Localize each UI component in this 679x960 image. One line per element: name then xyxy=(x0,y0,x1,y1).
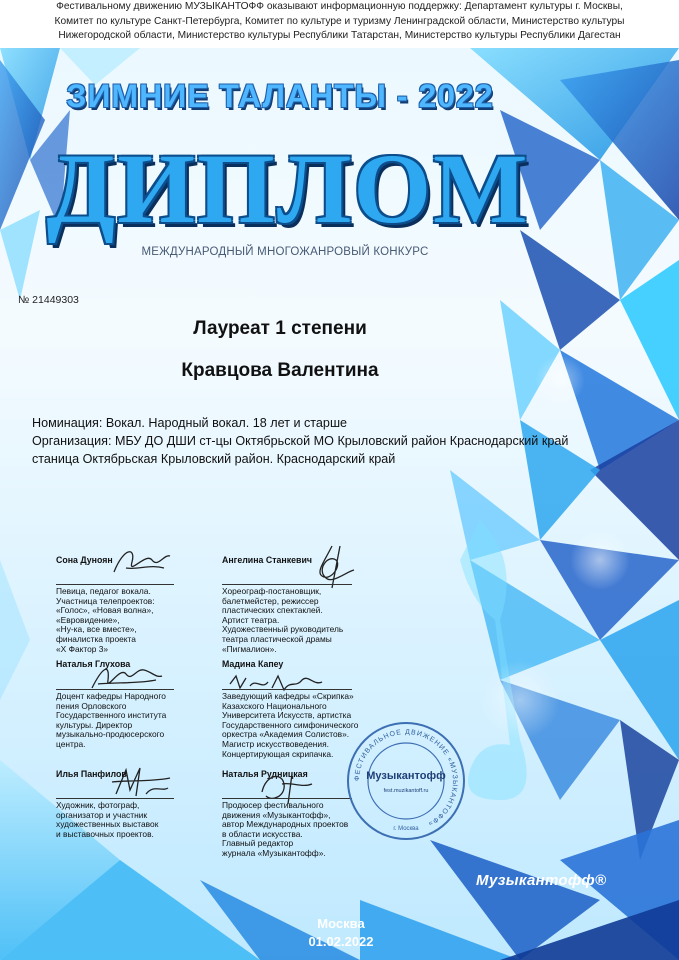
jury-desc-line: музыкально-продюсерского xyxy=(56,729,165,740)
jury-desc-line: Главный редактор xyxy=(222,838,294,849)
jury-desc-line: балетмейстер, режиссер xyxy=(222,595,319,606)
signature-line xyxy=(222,584,352,585)
jury-desc-line: театра пластической драмы xyxy=(222,633,332,644)
jury-desc-line: Казахского Национального xyxy=(222,700,327,711)
seal-city: г. Москва xyxy=(393,826,419,832)
issue-city: Москва xyxy=(317,916,365,931)
signature-line xyxy=(222,798,352,799)
jury-name: Мадина Капеу xyxy=(222,659,284,669)
signature-line xyxy=(56,689,174,690)
jury-desc-line: Концертирующая скрипачка. xyxy=(222,748,334,759)
jury-desc-line: «Голос», «Новая волна», xyxy=(56,605,154,616)
diploma-heading: ДИПЛОМ xyxy=(46,133,530,244)
jury-desc-line: Магистр искусствоведения. xyxy=(222,738,329,749)
signature-line xyxy=(222,689,352,690)
nomination-details xyxy=(32,414,632,468)
seal-center-text: Музыкантофф xyxy=(366,770,446,782)
jury-desc-line: движения «Музыкантофф», xyxy=(222,809,331,820)
festival-seal xyxy=(345,720,467,842)
jury-desc-line: «Х Фактор 3» xyxy=(56,643,109,654)
jury-desc-line: Государственного института xyxy=(56,710,167,721)
jury-member xyxy=(222,659,359,759)
jury-desc-line: Певица, педагог вокала. xyxy=(56,586,151,596)
participant-name: Кравцова Валентина xyxy=(181,360,379,381)
signature-image xyxy=(106,542,176,584)
award-rank: Лауреат 1 степени xyxy=(193,318,367,339)
jury-name: Наталья Рудницкая xyxy=(222,769,308,779)
jury-desc-line: журнала «Музыкантофф». xyxy=(222,847,326,858)
details-line: станица Октябрьская Крыловский район. Краснодарский край xyxy=(32,452,396,466)
jury-desc-line: и выставочных проектов. xyxy=(56,828,154,839)
details-line: Номинация: Вокал. Народный вокал. 18 лет и старше xyxy=(32,416,348,430)
details-line: Организация: МБУ ДО ДШИ ст-цы Октябрьской МО Крыловский район Краснодарский край xyxy=(32,434,569,448)
jury-desc-line: Заведующий кафедры «Скрипка» xyxy=(222,691,354,701)
jury-name: Сона Дуноян xyxy=(56,555,113,565)
jury-desc-line: организатор и участник xyxy=(56,809,148,820)
jury-member xyxy=(222,769,349,858)
jury-desc-line: Хореограф-постановщик, xyxy=(222,586,322,596)
jury-desc-line: Университета Искусств, артистка xyxy=(222,710,352,721)
jury-description xyxy=(56,587,221,654)
jury-desc-line: Артист театра. xyxy=(222,614,280,625)
jury-desc-line: пластических спектаклей. xyxy=(222,605,323,616)
jury-desc-line: Доцент кафедры Народного xyxy=(56,691,166,701)
jury-desc-line: «Евровидение», xyxy=(56,614,120,625)
jury-description xyxy=(56,692,221,750)
jury-desc-line: «Ну-ка, все вместе», xyxy=(56,624,137,635)
jury-desc-line: оркестра «Академия Солистов». xyxy=(222,729,350,740)
jury-name: Ангелина Станкевич xyxy=(222,555,312,565)
signature-line xyxy=(56,584,174,585)
jury-desc-line: культуры. Директор xyxy=(56,719,133,730)
jury-desc-line: «Пигмалион». xyxy=(222,643,277,654)
support-header xyxy=(0,0,679,48)
signature-line xyxy=(56,798,174,799)
jury-desc-line: центра. xyxy=(56,738,86,749)
jury-desc-line: в области искусства. xyxy=(222,828,303,839)
support-line: Нижегородской области, Министерство культуры Республики Татарстан, Министерство культуры Республики Дагестан xyxy=(58,30,621,41)
brand-logo-text: Музыкантофф® xyxy=(476,872,607,889)
jury-desc-line: пения Орловского xyxy=(56,700,127,711)
jury-member xyxy=(56,555,155,654)
jury-description xyxy=(222,587,387,654)
diploma-number: № 21449303 xyxy=(18,294,79,306)
issue-date: 01.02.2022 xyxy=(308,934,374,949)
jury-desc-line: финалистка проекта xyxy=(56,633,136,644)
jury-name: Наталья Глухова xyxy=(56,659,131,669)
jury-desc-line: Продюсер фестивального xyxy=(222,800,324,810)
jury-name: Илья Панфилов xyxy=(56,769,127,779)
jury-member xyxy=(56,769,159,839)
contest-subtitle: МЕЖДУНАРОДНЫЙ МНОГОЖАНРОВЫЙ КОНКУРС xyxy=(141,246,429,258)
seal-ring-text: ФЕСТИВАЛЬНОЕ ДВИЖЕНИЕ «МУЗЫКАНТОФФ» xyxy=(353,728,459,828)
jury-desc-line: Художественный руководитель xyxy=(222,624,344,635)
festival-title: ЗИМНИЕ ТАЛАНТЫ - 2022 xyxy=(66,78,494,114)
jury-desc-line: Государственного симфонического xyxy=(222,719,359,730)
seal-site: fest.muzikantoff.ru xyxy=(383,788,429,794)
jury-description xyxy=(56,801,221,839)
jury-member xyxy=(222,555,344,654)
support-line: Фестивальному движению МУЗЫКАНТОФФ оказывают информационную поддержку: Департамент культуры г. Москвы, xyxy=(56,1,623,12)
jury-desc-line: художественных выставок xyxy=(56,819,159,830)
jury-desc-line: автор Международных проектов xyxy=(222,819,349,830)
support-line: Комитет по культуре Санкт-Петербурга, Комитет по культуре и туризму Ленинградской области, Министерство культуры xyxy=(54,15,625,27)
jury-member xyxy=(56,659,167,749)
jury-desc-line: Художник, фотограф, xyxy=(56,800,140,810)
jury-desc-line: Участница телепроектов: xyxy=(56,595,155,606)
